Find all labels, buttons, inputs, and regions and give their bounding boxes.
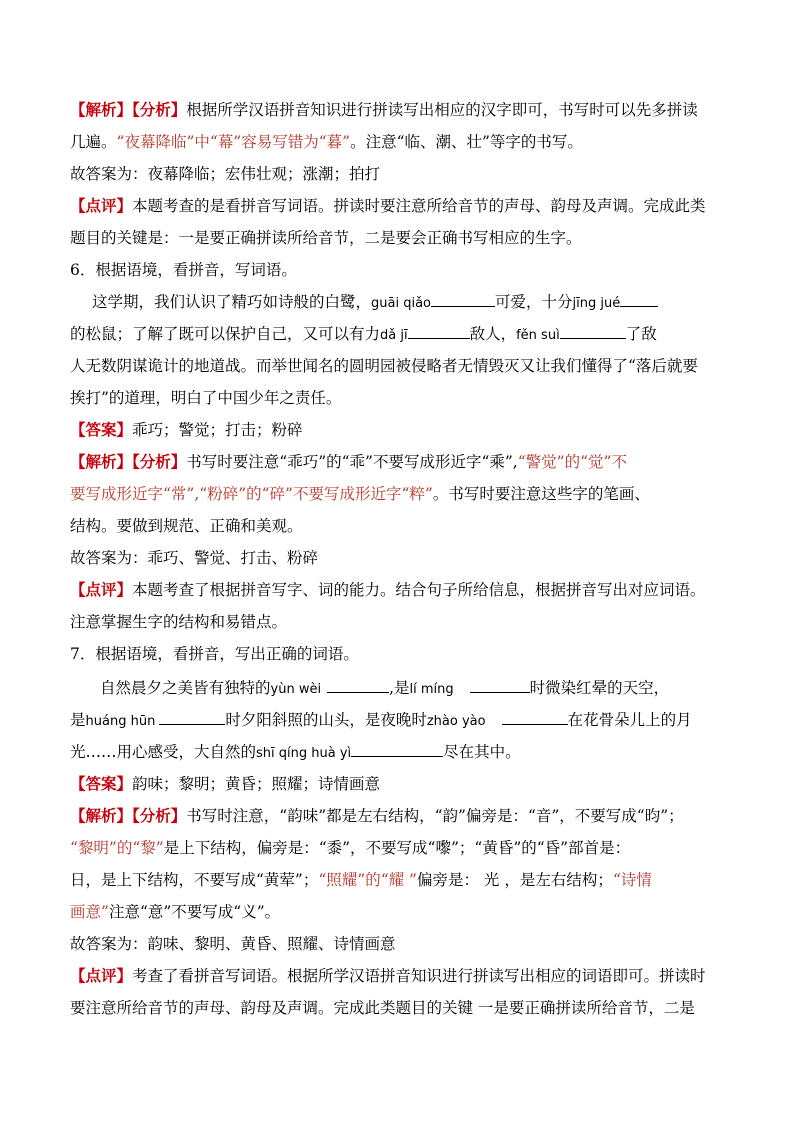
comment-tag: 【点评】 <box>70 580 133 599</box>
analysis-highlight: 画意” <box>70 903 109 921</box>
pinyin: huáng hūn <box>85 714 156 729</box>
answer-tag: 【答案】 <box>70 420 133 439</box>
analysis-text: 几遍。 <box>70 133 117 151</box>
pinyin: guāi qiǎo <box>371 296 432 311</box>
answer-text: 乖巧；警觉；打击；粉碎 <box>132 421 303 439</box>
q5-analysis-line-2 <box>70 132 730 152</box>
analysis-highlight: “黎明”的“黎” <box>70 839 164 857</box>
analysis-highlight: “警觉”的“觉”不 <box>517 453 627 471</box>
passage-text: 是 <box>70 711 86 729</box>
passage-text: 时微染红晕的天空， <box>529 679 670 697</box>
analysis-highlight: “粉碎”的“碎”不要写成形近字“粹” <box>199 485 433 503</box>
analysis-text: 日，是上下结构，不要写成“黄荤”； <box>70 871 319 889</box>
passage-text: ,是 <box>389 679 410 697</box>
passage-text: 自然晨夕之美皆有独特的 <box>100 679 271 697</box>
q6-answer <box>70 420 730 440</box>
analysis-highlight: 要写成形近字“常”, <box>70 485 200 503</box>
analysis-highlight: “夜幕降临”中“幕”容易写错为“暮” <box>116 133 351 151</box>
passage-text: 了敌 <box>625 325 657 343</box>
answer-tag: 【答案】 <box>70 774 133 793</box>
answer-blank[interactable] <box>408 324 470 339</box>
q6-title: 6．根据语境，看拼音，写词语。 <box>70 261 297 279</box>
answer-blank[interactable] <box>560 324 626 339</box>
q7-title: 7．根据语境，看拼音，写出正确的词语。 <box>70 645 359 663</box>
q5-comment-line-2: 题目的关键是：一是要正确拼读所给音节，二是要会正确书写相应的生字。 <box>70 229 582 247</box>
q6-analysis-line-1 <box>70 452 730 472</box>
q7-analysis-line-3 <box>70 870 730 890</box>
q7-passage-line-1 <box>100 678 732 700</box>
passage-text: 这学期，我们认识了精巧如诗般的白鹭， <box>92 293 372 311</box>
q7-answer <box>70 774 730 794</box>
passage-text: 可爱，十分 <box>495 293 573 311</box>
analysis-tag: 【解析】【分析】 <box>70 100 187 119</box>
q6-passage-line-1 <box>92 292 732 314</box>
answer-blank[interactable] <box>327 678 389 693</box>
answer-blank[interactable] <box>351 742 443 757</box>
analysis-text: 注意“意”不要写成“义”。 <box>108 903 281 921</box>
pinyin: yùn wèi <box>270 682 322 697</box>
analysis-text: 书写时要注意“乖巧”的“乖”不要写成形近字“乘”, <box>186 453 518 471</box>
pinyin: jīng jué <box>572 296 621 311</box>
q6-comment-line-2: 注意掌握生字的结构和易错点。 <box>70 613 288 631</box>
q7-analysis-line-2 <box>70 838 730 858</box>
q6-passage-line-2 <box>70 324 730 346</box>
analysis-text: 。注意“临、潮、壮”等字的书写。 <box>350 133 583 151</box>
passage-text: 的松鼠；了解了既可以保护自己，又可以有力 <box>70 325 381 343</box>
q7-analysis-line-1 <box>70 806 730 826</box>
analysis-text: 。书写时要注意这些字的笔画、 <box>432 485 650 503</box>
comment-tag: 【点评】 <box>70 196 133 215</box>
answer-blank[interactable] <box>502 710 568 725</box>
analysis-tag: 【解析】【分析】 <box>70 452 187 471</box>
passage-text: 敌人， <box>469 325 517 343</box>
q5-comment-line-1 <box>70 196 730 216</box>
analysis-text: 根据所学汉语拼音知识进行拼读写出相应的汉字即可，书写时可以先多拼读 <box>186 101 698 119</box>
q6-final-answer: 故答案为：乖巧、警觉、打击、粉碎 <box>70 549 319 567</box>
passage-text: 光……用心感受，大自然的 <box>70 743 257 761</box>
passage-text: 在花骨朵儿上的月 <box>567 711 692 729</box>
comment-tag: 【点评】 <box>70 966 133 985</box>
q7-comment-line-2: 要注意所给音节的声母、韵母及声调。完成此类题目的关键 一是要正确拼读所给音节，二是 <box>70 999 695 1017</box>
q7-comment-line-1 <box>70 966 730 986</box>
answer-blank[interactable] <box>470 678 530 693</box>
analysis-tag: 【解析】【分析】 <box>70 806 187 825</box>
q5-analysis-line-1 <box>70 100 730 120</box>
pinyin: dǎ jī <box>380 328 408 343</box>
q6-passage-line-4: 挨打”的道理，明白了中国少年之责任。 <box>70 389 342 407</box>
analysis-text: 是上下结构，偏旁是：“黍”，不要写成“嚟”；“黄昏”的“昏”部首是： <box>163 839 631 857</box>
pinyin: lí míng <box>409 682 454 697</box>
q7-analysis-line-4 <box>70 902 730 922</box>
comment-text: 本题考查了根据拼音写字、词的能力。结合句子所给信息，根据拼音写出对应词语。 <box>132 581 706 599</box>
q7-passage-line-2 <box>70 710 730 732</box>
pinyin: fěn suì <box>516 328 560 343</box>
q6-analysis-line-2 <box>70 484 730 504</box>
q7-passage-line-3 <box>70 742 730 764</box>
q6-analysis-line-3: 结构。要做到规范、正确和美观。 <box>70 517 303 535</box>
pinyin: shī qíng huà yì <box>256 746 352 761</box>
q6-passage-line-3: 人无数阴谋诡计的地道战。而举世闻名的圆明园被侵略者无情毁灭又让我们懂得了“落后就要 <box>70 357 698 375</box>
q6-comment-line-1 <box>70 580 730 600</box>
analysis-text: 书写时注意，“韵味”都是左右结构，“韵”偏旁是：“音”，不要写成“昀”； <box>186 807 684 825</box>
analysis-highlight: “照耀”的“耀 ” <box>318 871 417 889</box>
answer-blank[interactable] <box>159 710 225 725</box>
passage-text: 时夕阳斜照的山头，是夜晚时 <box>225 711 427 729</box>
comment-text: 考查了看拼音写词语。根据所学汉语拼音知识进行拼读写出相应的词语即可。拼读时 <box>132 967 706 985</box>
passage-text: 尽在其中。 <box>443 743 521 761</box>
answer-text: 韵味；黎明；黄昏；照耀；诗情画意 <box>132 775 381 793</box>
answer-blank[interactable] <box>431 292 495 307</box>
pinyin: zhào yào <box>426 714 486 729</box>
q5-final-answer: 故答案为：夜幕降临；宏伟壮观；涨潮；拍打 <box>70 165 381 183</box>
answer-blank[interactable] <box>620 292 658 307</box>
analysis-highlight: “诗情 <box>612 871 652 889</box>
q7-final-answer: 故答案为：韵味、黎明、黄昏、照耀、诗情画意 <box>70 935 396 953</box>
comment-text: 本题考查的是看拼音写词语。拼读时要注意所给音节的声母、韵母及声调。完成此类 <box>132 197 706 215</box>
analysis-text: 偏旁是： 光 ，是左右结构； <box>416 871 613 889</box>
